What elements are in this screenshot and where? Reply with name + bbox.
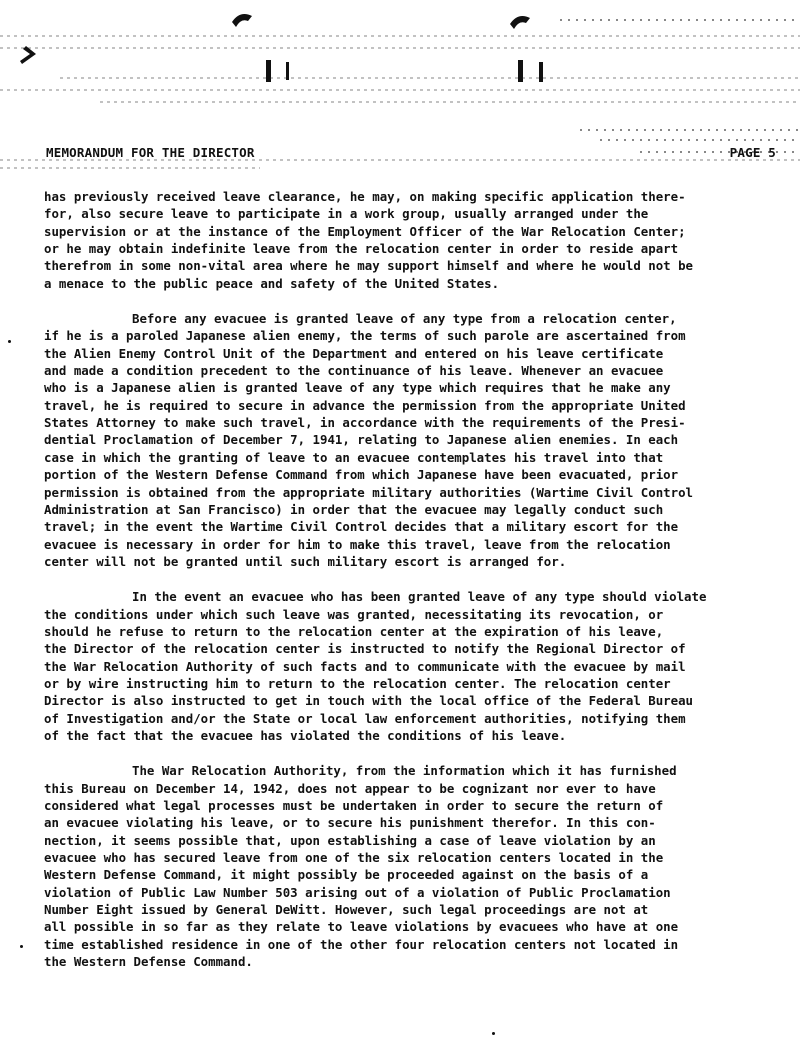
text-line: nection, it seems possible that, upon establishing a case of leave violation by an bbox=[44, 832, 656, 848]
text-line: Before any evacuee is granted leave of any type from a relocation center, bbox=[132, 311, 677, 327]
text-line: of the fact that the evacuee has violated the conditions of his leave. bbox=[44, 727, 567, 743]
text-line: a menace to the public peace and safety of the United States. bbox=[44, 275, 500, 291]
text-line: center will not be granted until such military escort is arranged for. bbox=[44, 553, 567, 569]
text-line: the Alien Enemy Control Unit of the Department and entered on his leave certificate bbox=[44, 345, 664, 361]
text-line: if he is a paroled Japanese alien enemy, the terms of such parole are ascertained from bbox=[44, 328, 686, 344]
paragraph bbox=[44, 188, 772, 292]
text-line: portion of the Western Defense Command from which Japanese have been evacuated, prior bbox=[44, 467, 679, 483]
text-line: the War Relocation Authority of such facts and to communicate with the evacuee by mail bbox=[44, 658, 686, 674]
text-line: supervision or at the instance of the Employment Officer of the War Relocation Center; bbox=[44, 223, 686, 239]
text-line: evacuee who has secured leave from one of the six relocation centers located in the bbox=[44, 850, 664, 866]
paragraph bbox=[44, 762, 772, 970]
text-line: permission is obtained from the appropriate military authorities (Wartime Civil Control bbox=[44, 484, 694, 500]
text-line: Number Eight issued by General DeWitt. However, such legal proceedings are not at bbox=[44, 902, 649, 918]
text-line: In the event an evacuee who has been granted leave of any type should violate bbox=[132, 589, 707, 605]
memo-title: MEMORANDUM FOR THE DIRECTOR bbox=[46, 145, 255, 160]
text-line: travel; in the event the Wartime Civil Control decides that a military escort for the bbox=[44, 519, 679, 535]
scan-speck bbox=[492, 1032, 495, 1035]
text-line: or he may obtain indefinite leave from the relocation center in order to reside apart bbox=[44, 241, 679, 257]
text-line: who is a Japanese alien is granted leave of any type which requires that he make any bbox=[44, 380, 671, 396]
text-line: evacuee is necessary in order for him to make this travel, leave from the relocation bbox=[44, 536, 671, 552]
text-line: the Western Defense Command. bbox=[44, 954, 253, 970]
paragraph-gap bbox=[44, 570, 772, 588]
text-line: Director is also instructed to get in touch with the local office of the Federal Bureau bbox=[44, 693, 694, 709]
text-line: and made a condition precedent to the continuance of his leave. Whenever an evacuee bbox=[44, 363, 664, 379]
text-line: Western Defense Command, it might possibly be proceeded against on the basis of a bbox=[44, 867, 649, 883]
paragraph bbox=[44, 310, 772, 570]
text-line: The War Relocation Authority, from the information which it has furnished bbox=[132, 763, 677, 779]
page-number: PAGE 5 bbox=[729, 145, 776, 160]
text-line: violation of Public Law Number 503 arising out of a violation of Public Proclamation bbox=[44, 884, 671, 900]
text-line: should he refuse to return to the relocation center at the expiration of his leave, bbox=[44, 623, 664, 639]
text-line: for, also secure leave to participate in a work group, usually arranged under the bbox=[44, 206, 649, 222]
text-line: States Attorney to make such travel, in accordance with the requirements of the Presi- bbox=[44, 415, 686, 431]
memo-header bbox=[46, 141, 776, 163]
text-line: the conditions under which such leave was granted, necessitating its revocation, or bbox=[44, 606, 664, 622]
paragraph-gap bbox=[44, 292, 772, 310]
text-line: travel, he is required to secure in advance the permission from the appropriate United bbox=[44, 397, 686, 413]
text-line: therefrom in some non-vital area where he may support himself and where he would not be bbox=[44, 258, 694, 274]
text-line: the Director of the relocation center is instructed to notify the Regional Director of bbox=[44, 641, 686, 657]
text-line: all possible in so far as they relate to leave violations by evacuees who have at one bbox=[44, 919, 679, 935]
memo-body bbox=[44, 188, 772, 970]
text-line: this Bureau on December 14, 1942, does not appear to be cognizant nor ever to have bbox=[44, 780, 656, 796]
text-line: of Investigation and/or the State or local law enforcement authorities, notifying them bbox=[44, 710, 686, 726]
text-line: considered what legal processes must be undertaken in order to secure the return of bbox=[44, 798, 664, 813]
text-line: time established residence in one of the other four relocation centers not located in bbox=[44, 936, 679, 952]
text-line: case in which the granting of leave to an evacuee contemplates his travel into that bbox=[44, 449, 664, 465]
paragraph-gap bbox=[44, 744, 772, 762]
text-line: has previously received leave clearance, he may, on making specific application there- bbox=[44, 189, 686, 204]
paragraph bbox=[44, 588, 772, 744]
scan-speck bbox=[8, 340, 11, 343]
text-line: dential Proclamation of December 7, 1941, relating to Japanese alien enemies. In each bbox=[44, 432, 679, 448]
text-line: or by wire instructing him to return to the relocation center. The relocation center bbox=[44, 675, 671, 691]
text-line: Administration at San Francisco) in order that the evacuee may legally conduct such bbox=[44, 501, 664, 517]
scan-speck bbox=[20, 945, 23, 948]
text-line: an evacuee violating his leave, or to secure his punishment therefor. In this con- bbox=[44, 815, 656, 831]
